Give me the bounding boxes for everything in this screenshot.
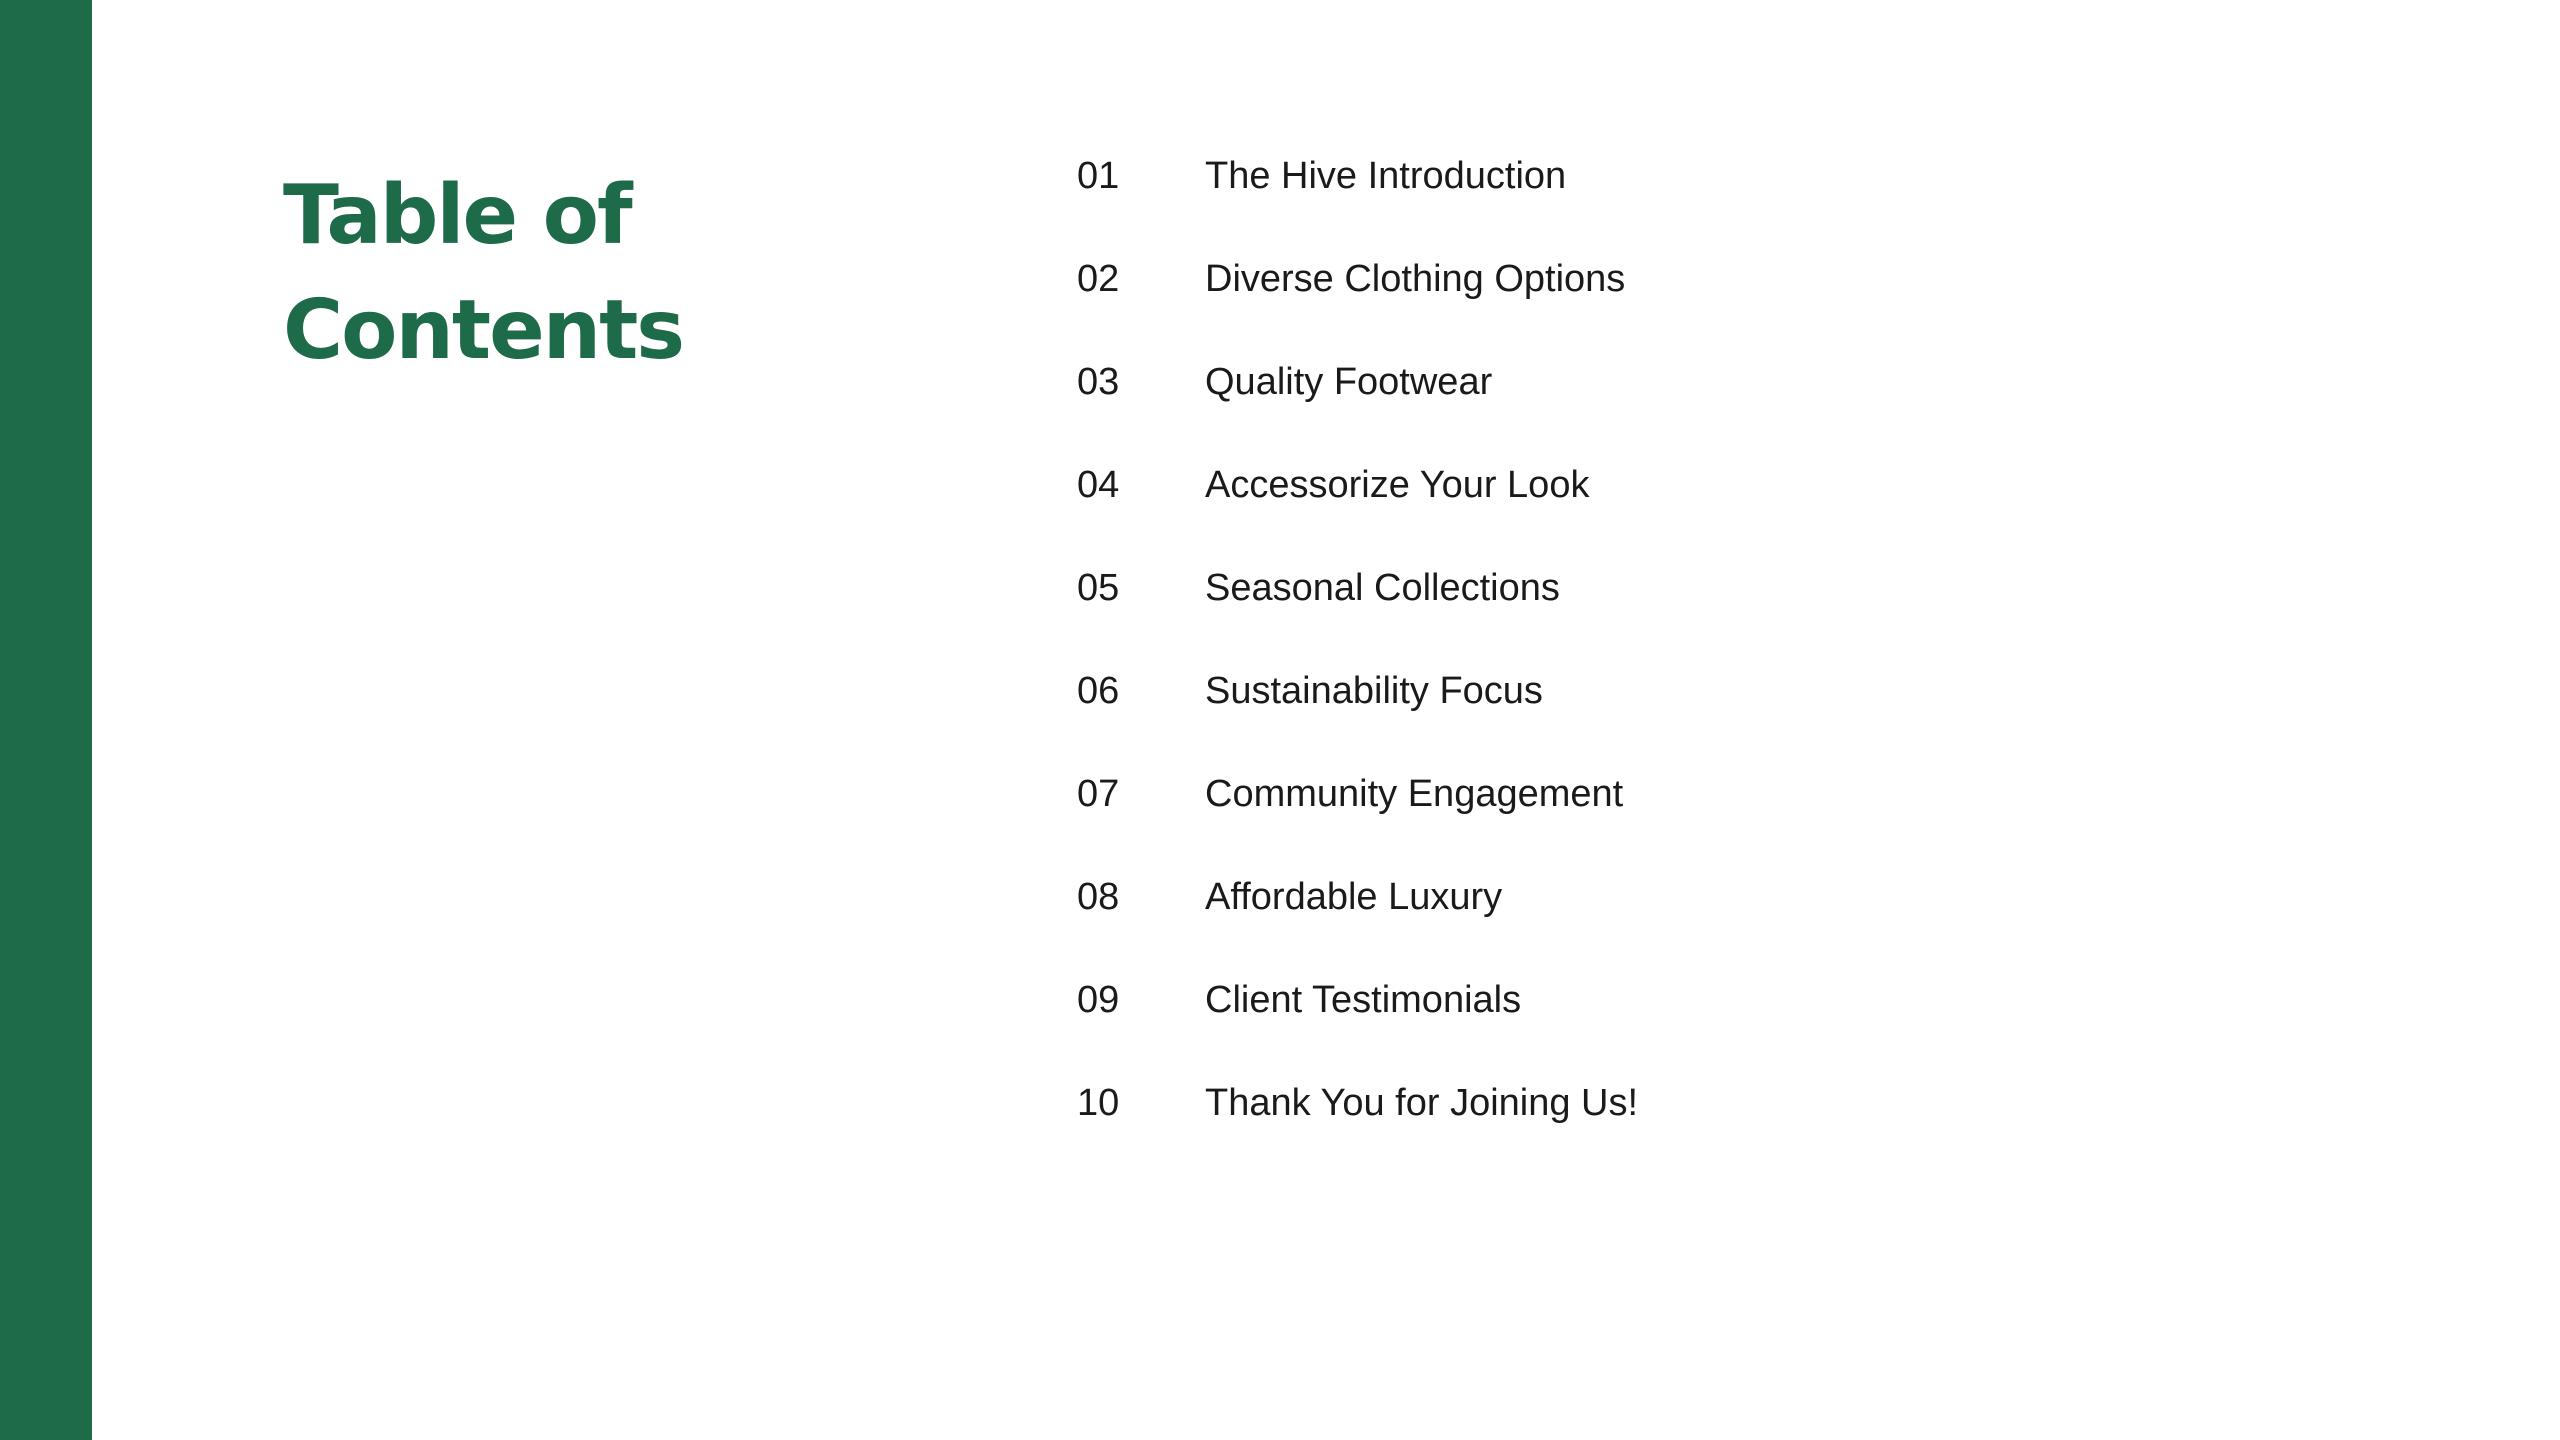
toc-item-number: 05: [1077, 567, 1120, 609]
toc-item[interactable]: [1077, 846, 1638, 949]
toc-item-number: 08: [1077, 876, 1120, 918]
toc-item[interactable]: [1077, 743, 1638, 846]
toc-item-label: Seasonal Collections: [1205, 567, 1560, 609]
toc-item-label: Client Testimonials: [1205, 979, 1522, 1021]
toc-item[interactable]: [1077, 331, 1638, 434]
toc-item[interactable]: [1077, 228, 1638, 331]
accent-sidebar-bar: [0, 0, 92, 1440]
toc-item-number: 02: [1077, 258, 1120, 300]
toc-item-label: Community Engagement: [1205, 773, 1624, 815]
toc-item-number: 09: [1077, 979, 1120, 1021]
toc-item-label: Thank You for Joining Us!: [1205, 1082, 1639, 1124]
toc-item[interactable]: [1077, 125, 1638, 228]
toc-item-number: 06: [1077, 670, 1120, 712]
toc-item-number: 04: [1077, 464, 1120, 506]
toc-item[interactable]: [1077, 949, 1638, 1052]
toc-item[interactable]: [1077, 537, 1638, 640]
toc-item-label: Accessorize Your Look: [1205, 464, 1590, 506]
page-title: Table of Contents: [283, 168, 684, 378]
toc-item-number: 10: [1077, 1082, 1120, 1124]
toc-item-label: The Hive Introduction: [1205, 155, 1567, 197]
toc-item-number: 01: [1077, 155, 1120, 197]
toc-item-number: 03: [1077, 361, 1120, 403]
toc-item-label: Quality Footwear: [1205, 361, 1493, 403]
toc-item[interactable]: [1077, 1052, 1638, 1155]
toc-item-label: Diverse Clothing Options: [1205, 258, 1626, 300]
toc-item-label: Affordable Luxury: [1205, 876, 1503, 918]
table-of-contents-list: [1077, 125, 1638, 1155]
toc-item-label: Sustainability Focus: [1205, 670, 1543, 712]
toc-item-number: 07: [1077, 773, 1120, 815]
toc-item[interactable]: [1077, 434, 1638, 537]
toc-item[interactable]: [1077, 640, 1638, 743]
